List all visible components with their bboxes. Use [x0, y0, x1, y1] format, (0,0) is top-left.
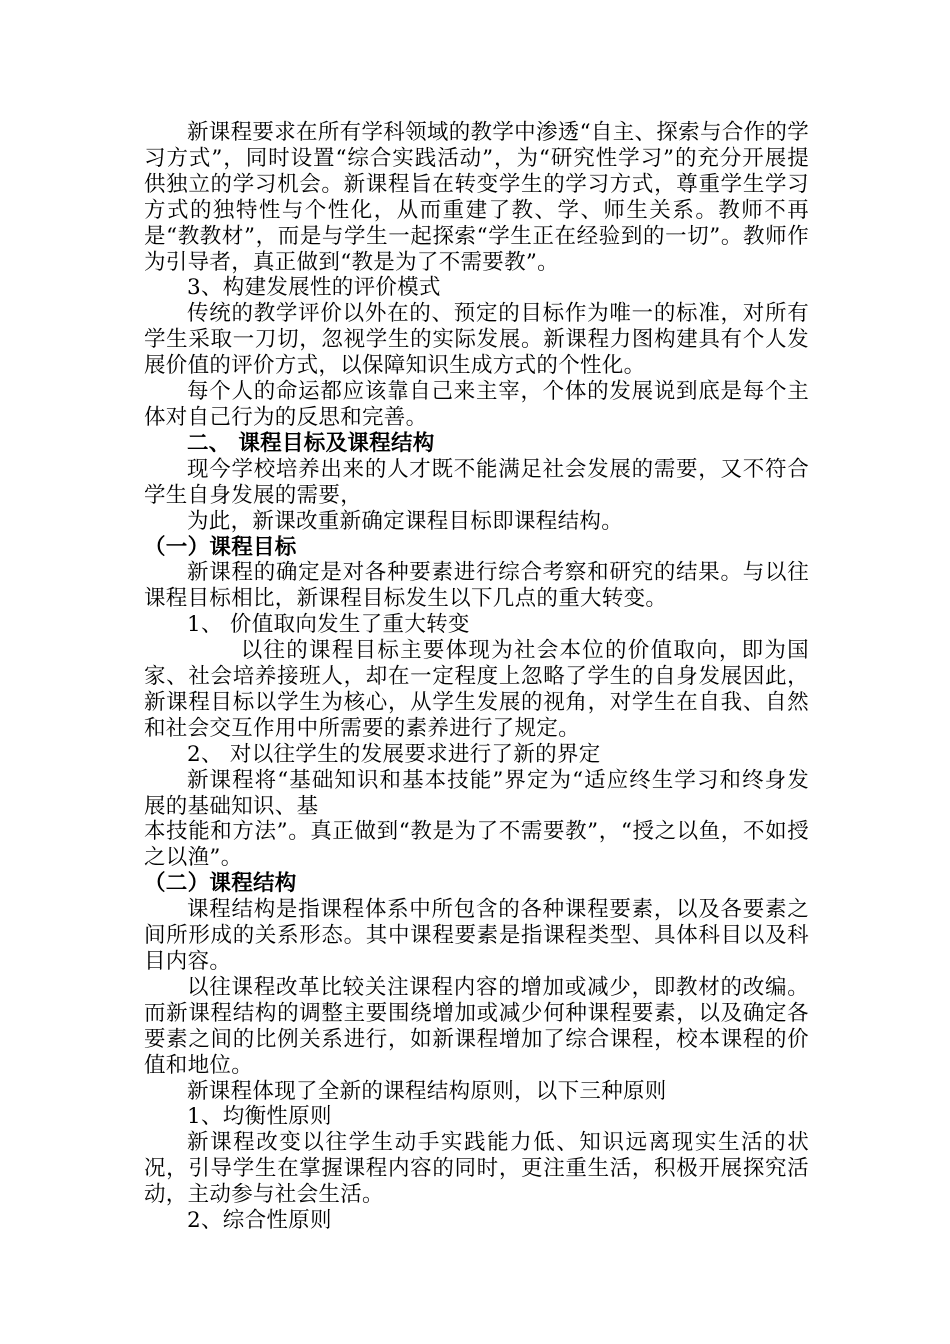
- item-new-requirements: 2、 对以往学生的发展要求进行了新的界定: [187, 741, 601, 767]
- paragraph-course-determination: 新课程的确定是对各种要素进行综合考察和研究的结果。与以往课程目标相比，新课程目标发生以下几点的重大转变。: [144, 560, 809, 612]
- item-balance-principle: 1、均衡性原则: [187, 1104, 332, 1130]
- paragraph-basic-skills: 本技能和方法”。真正做到“教是为了不需要教”，“授之以鱼，不如授之以渔”。: [144, 819, 809, 871]
- paragraph-structure-definition: 课程结构是指课程体系中所包含的各种课程要素，以及各要素之间所形成的关系形态。其中课程要素是指课程类型、具体科目以及科目内容。: [144, 897, 809, 974]
- paragraph-balance-detail: 新课程改变以往学生动手实践能力低、知识远离现实生活的状况，引导学生在掌握课程内容的同时，更注重生活，积极开展探究活动，主动参与社会生活。: [144, 1130, 809, 1208]
- item-evaluation-model: 3、构建发展性的评价模式: [187, 275, 441, 301]
- paragraph-basic-knowledge: 新课程将“基础知识和基本技能”界定为“适应终生学习和终身发展的基础知识、基: [144, 767, 809, 819]
- paragraph-traditional-evaluation: 传统的教学评价以外在的、预定的目标作为唯一的标准，对所有学生采取一刀切，忽视学生的实际发展。新课程力图构建具有个人发展价值的评价方式，以保障知识生成方式的个性化。: [144, 301, 809, 379]
- item-value-orientation: 1、 价值取向发生了重大转变: [187, 612, 470, 638]
- subsection-heading-course-structure: （二）课程结构: [144, 871, 297, 897]
- paragraph-social-standard: 以往的课程目标主要体现为社会本位的价值取向，即为国家、社会培养接班人，却在一定程度上忽略了学生的自身发展因此，新课程目标以学生为核心，从学生发展的视角，对学生在自我、自然和社会交互作用中所需要的素养进行了规定。: [144, 638, 809, 741]
- subsection-heading-course-goals: （一）课程目标: [144, 534, 297, 560]
- paragraph-individual-fate: 每个人的命运都应该靠自己来主宰，个体的发展说到底是每个主体对自己行为的反思和完善。: [144, 379, 809, 430]
- paragraph-school-talent: 现今学校培养出来的人才既不能满足社会发展的需要，又不符合学生自身发展的需要，: [144, 456, 809, 508]
- paragraph-previous-reform: 以往课程改革比较关注课程内容的增加或减少，即教材的改编。而新课程结构的调整主要围绕增加或减少何种课程要素，以及确定各要素之间的比例关系进行，如新课程增加了综合课程，校本课程的价值和地位。: [144, 974, 809, 1078]
- paragraph-three-principles: 新课程体现了全新的课程结构原则，以下三种原则: [187, 1078, 667, 1104]
- paragraph-reform-redefine: 为此，新课改重新确定课程目标即课程结构。: [187, 508, 624, 534]
- paragraph-learning-style: 新课程要求在所有学科领域的教学中渗透“自主、探索与合作的学习方式”，同时设置“综合实践活动”，为“研究性学习”的充分开展提供独立的学习机会。新课程旨在转变学生的学习方式，尊重学生学习方式的独特性与个性化，从而重建了教、学、师生关系。教师不再是“教教材”，而是与学生一起探索“学生正在经验到的一切”。教师作为引导者，真正做到“教是为了不需要教”。: [144, 120, 809, 275]
- document-body: [144, 120, 809, 1234]
- section-heading-course-goals-structure: 二、 课程目标及课程结构: [187, 430, 435, 456]
- item-comprehensive-principle: 2、综合性原则: [187, 1208, 332, 1234]
